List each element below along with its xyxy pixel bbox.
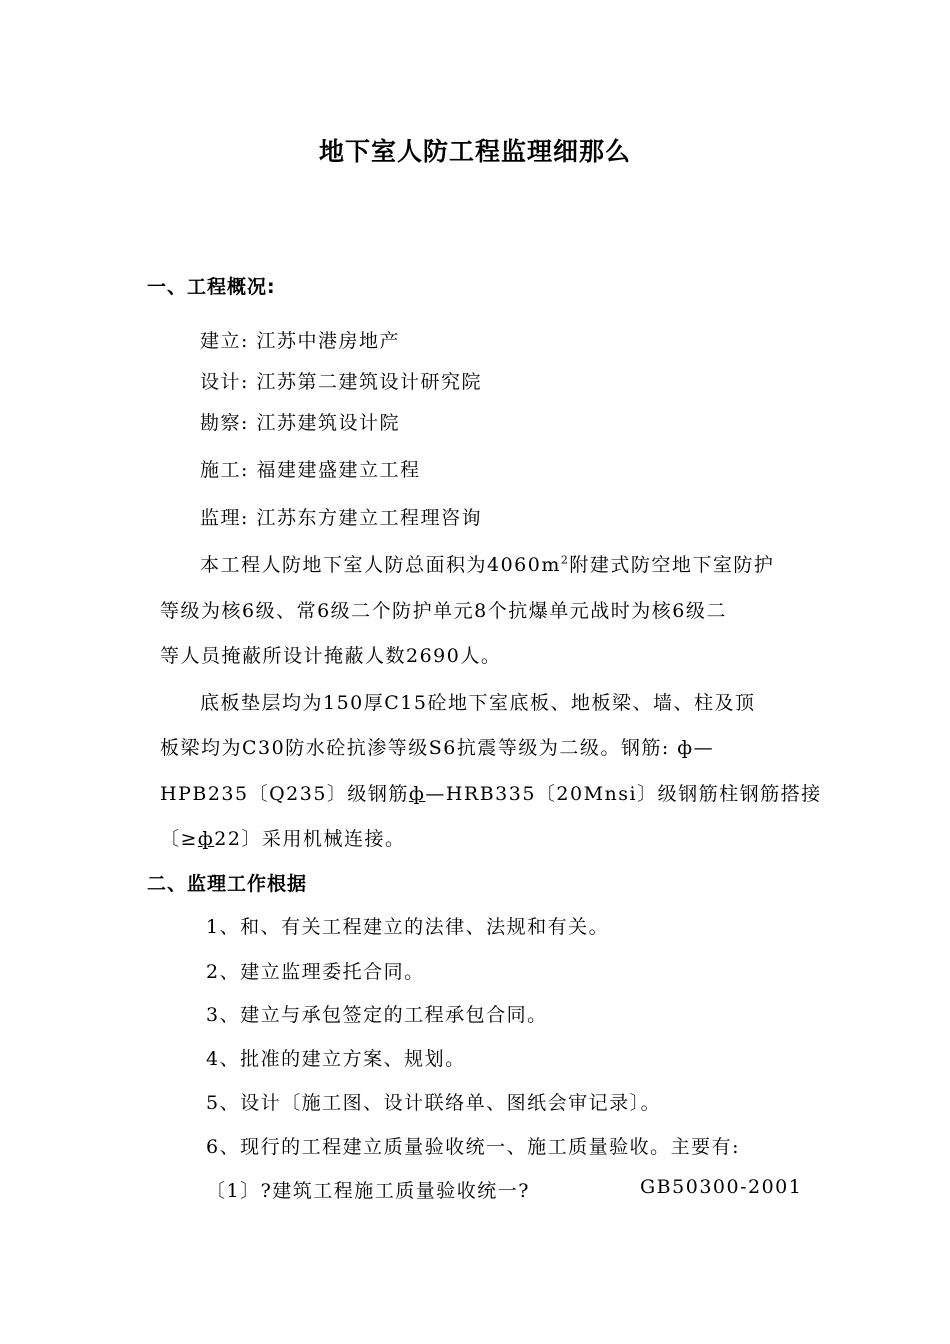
paragraph-area-line-1 (200, 550, 774, 577)
info-value: 江苏东方建立工程理咨询 (256, 507, 482, 529)
info-label: 监理: (200, 507, 249, 529)
superscript-text: 2 (560, 553, 570, 567)
basis-list-item: 6、现行的工程建立质量验收统一、施工质量验收。主要有: (206, 1136, 740, 1158)
info-label: 设计: (200, 371, 249, 393)
section-heading-overview: 一、工程概况: (147, 276, 276, 298)
paragraph-text: 附建式防空地下室防护 (569, 554, 775, 576)
paragraph-text: 〔≥ (160, 828, 198, 850)
info-value: 福建建盛建立工程 (256, 459, 421, 481)
info-line-construction (200, 326, 400, 353)
paragraph-text: —HRB335〔20Mnsi〕级钢筋柱钢筋搭接 (425, 783, 822, 805)
paragraph-area-line-2: 等级为核6级、常6级二个防护单元8个抗爆单元战时为核6级二 (160, 600, 727, 622)
paragraph-text: 本工程人防地下室人防总面积为4060m (200, 554, 561, 576)
info-line-design (200, 367, 482, 394)
basis-list-item: 2、建立监理委托合同。 (206, 961, 425, 983)
info-label: 建立: (200, 330, 249, 352)
paragraph-area-line-3: 等人员掩蔽所设计掩蔽人数2690人。 (160, 645, 502, 667)
section-heading-basis: 二、监理工作根据 (147, 873, 308, 895)
basis-list-item: 5、设计〔施工图、设计联络单、图纸会审记录〕。 (206, 1092, 662, 1114)
paragraph-materials-line-4 (160, 824, 405, 851)
phi-symbol: ф (197, 828, 215, 850)
paragraph-materials-line-3 (160, 779, 822, 806)
reference-standard-code: GB50300-2001 (640, 1176, 803, 1198)
info-line-survey (200, 408, 400, 435)
info-line-contractor (200, 455, 420, 482)
phi-symbol: ф (408, 783, 426, 805)
info-value: 江苏建筑设计院 (256, 412, 400, 434)
reference-standard-name: 〔1〕?建筑工程施工质量验收统一? (206, 1180, 530, 1202)
info-label: 勘察: (200, 412, 249, 434)
paragraph-materials-line-2: 板梁均为C30防水砼抗渗等级S6抗震等级为二级。钢筋: ф— (160, 737, 715, 759)
info-line-supervision (200, 503, 482, 530)
info-value: 江苏第二建筑设计研究院 (256, 371, 482, 393)
paragraph-text: 22〕采用机械连接。 (214, 828, 406, 850)
info-label: 施工: (200, 459, 249, 481)
basis-list-item: 1、和、有关工程建立的法律、法规和有关。 (206, 916, 610, 938)
info-value: 江苏中港房地产 (256, 330, 400, 352)
document-title: 地下室人防工程监理细那么 (318, 137, 631, 166)
paragraph-text: HPB235〔Q235〕级钢筋 (160, 783, 409, 805)
basis-list-item: 4、批准的建立方案、规划。 (206, 1048, 466, 1070)
basis-list-item: 3、建立与承包签定的工程承包合同。 (206, 1004, 548, 1026)
paragraph-materials-line-1: 底板垫层均为150厚C15砼地下室底板、地板梁、墙、柱及顶 (200, 692, 756, 714)
